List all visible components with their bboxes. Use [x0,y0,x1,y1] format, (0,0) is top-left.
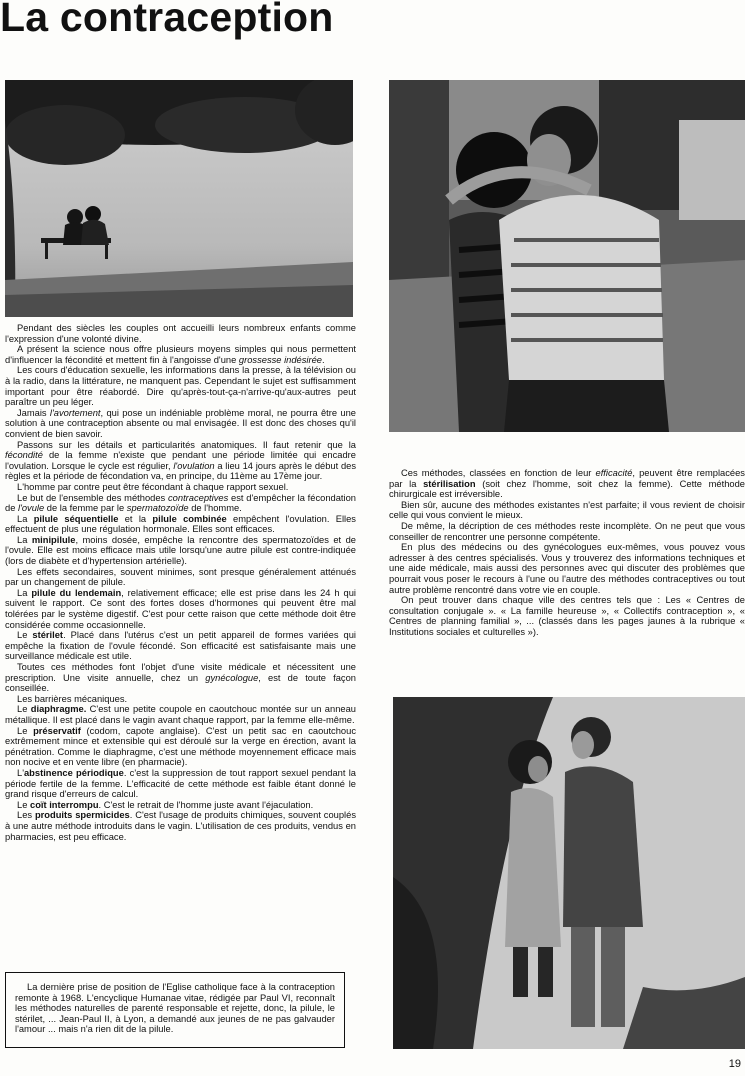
left-column-paragraph [5,704,356,725]
emphasis-term: spermatozoïde [126,503,189,514]
text-run: Le [17,704,31,715]
emphasis-term: grossesse indésirée [238,354,323,365]
left-column-paragraph [5,810,356,842]
emphasis-term: efficacité [595,468,633,478]
method-term: pilule séquentielle [33,513,119,524]
text-run: Le [17,630,33,641]
church-position-box [5,972,345,1048]
text-run: De même, la décription de ces méthodes reste incomplète. On ne peut que vous conseiller de rencontrer une personne compétente. [389,520,745,542]
text-run: empêchent l'ovulation. Elles effectuent de plus une régulation hormonale. Elles sont efficaces. [5,513,356,535]
left-column-paragraph [5,768,356,800]
text-run: (codom, capote anglaise). C'est un petit sac en caoutchouc extrêmement mince et extensible qui est déroulé sur la verge en érection, avant la pénétration. Comme le diaphragme, c'est une méthode moyennement efficace mais non nocive et en vente libre (en pharmacie). [5,725,356,768]
method-term: préservatif [33,725,81,736]
method-term: stérilet [32,630,64,641]
text-run: Le but de l'ensemble des méthodes [17,492,168,503]
text-run: La [17,587,32,598]
right-column-paragraph [389,468,745,500]
text-run: Les effets secondaires, souvent minimes, sont presque généralement atténués par un changement de pilule. [5,566,356,588]
emphasis-term: l'ovule [18,503,45,514]
left-column-paragraph [5,514,356,535]
text-run: de la femme n'existe que pendant une période limitée qui encadre l'ovulation. Lorsque le cycle est régulier, [5,450,356,471]
text-run: , peuvent être remplacées par la [389,468,745,489]
method-term: pilule du lendemain [31,587,122,598]
method-term: minipilule [31,534,76,545]
text-run: A présent la science nous offre plusieurs moyens simples qui nous permettent d'influencer la fécondité et mettent fin à l'angoisse d'une [5,344,356,365]
text-run: En plus des médecins ou des gynécologues eux-mêmes, vous pouvez vous adresser à des centres spécialisés. Vous y trouverez des informations techniques et une aide médicale, mais aussi des personnes avec qui discuter des problèmes que pourrait vous poser le recours à l'une ou l'autre des méthodes contraceptives ou tout autre problème rencontré dans votre vie en couple. [389,542,745,595]
text-run: Jamais [17,407,50,418]
text-run: est d'empêcher la fécondation de [5,492,356,514]
method-term: coït interrompu [30,799,99,810]
text-run: Ces méthodes, classées en fonction de leur [401,468,596,478]
left-column-paragraph [5,567,356,588]
left-column-paragraph [5,344,356,365]
text-run: a lieu 14 jours après le début des règles et la période de fécondation va, en principe, du 11ème au 17ème jour. [5,460,357,482]
photo-couple-bench [5,80,353,317]
left-column-paragraph [5,323,356,344]
page-title: La contraception [0,0,334,40]
text-run: Passons sur les détails et particularités anatomiques. Il faut retenir que la [17,439,356,450]
text-run: , qui pose un indéniable problème moral, ne pourra être une solution à une contraception absente ou mal envisagée. Il est donc des choses qu'il convient de bien savoir. [5,407,356,439]
left-column-paragraph [5,493,356,514]
right-column-paragraph [389,595,745,637]
left-column-paragraph [5,482,356,493]
emphasis-term: l'ovulation [173,460,215,471]
page-number: 19 [728,1058,741,1070]
method-term: produits spermicides [34,810,130,821]
emphasis-term: l'avortement [49,407,101,418]
left-column-paragraph [5,365,356,407]
text-run: . c'est la suppression de tout rapport sexuel pendant la période fertile de la femme. L'efficacité de cette méthode est faible étant donné le grand risque d'erreurs de calcul. [5,767,356,800]
right-column-paragraph [389,521,745,542]
left-column-paragraph [5,408,356,440]
text-run: La [17,534,32,545]
text-run: Toutes ces méthodes font l'objet d'une visite médicale et nécessitent une prescription. Une visite annuelle, chez un [5,662,356,683]
text-run: de l'homme. [188,503,242,514]
text-run: L'homme par contre peut être fécondant à chaque rapport sexuel. [17,481,289,492]
right-column-text [389,468,745,638]
emphasis-term: gynécologue [205,672,259,683]
emphasis-term: contraceptives [168,492,229,503]
left-column-paragraph [5,694,356,705]
text-run: . [322,354,325,365]
left-column-paragraph [5,440,356,482]
text-run: et la [118,513,153,524]
text-run: Les [17,810,35,821]
text-run: , est de toute façon conseillée. [5,672,356,694]
text-run: L' [17,767,24,778]
text-run: Les barrières mécaniques. [17,693,128,704]
text-run: On peut trouver dans chaque ville des centres tels que : Les « Centres de consultation conjugale ». « La famille heureuse », « Collectifs contraception », « Centres de planning familial », ... (classés dans les pages jaunes à la rubrique « Institutions sociales et culturelles »). [389,595,745,637]
text-run: , relativement efficace; elle est prise dans les 24 h qui suivent le rapport. Ce sont des fortes doses d'hormones qui peuvent être mal tolérées par le système digestif. C'est pour cette raison que cette méthode doit être considérée comme occasionnelle. [5,587,356,630]
text-run: La [17,513,34,524]
text-run: . C'est l'usage de produits chimiques, souvent couplés à une autre méthode introduits dans le vagin. L'utilisation de ces produits, vendus en pharmacies, est peu efficace. [5,810,356,842]
text-run: (soit chez l'homme, soit chez la femme). Cette méthode chirurgicale est irréversible. [389,478,745,500]
emphasis-term: fécondité [5,450,43,461]
church-position-text: La dernière prise de position de l'Eglise catholique face à la contraception remonte à 1968. L'encyclique Humanae vitae, rédigée par Paul VI, reconnaît les méthodes naturelles de parenté responsable et rejette, donc, la pilule, le stérilet, ... Jean-Paul II, à Lyon, a demandé aux jeunes de ne pas galvauder l'amour ... mais n'a rien dit de la pilule. [15,982,335,1035]
left-column-paragraph [5,726,356,768]
photo-couple-embrace [389,80,745,432]
text-run: Pendant des siècles les couples ont accueilli leurs nombreux enfants comme l'expression d'une volonté divine. [5,323,356,344]
text-run: Le [17,725,34,736]
left-column-paragraph [5,588,356,630]
method-term: abstinence périodique [23,767,124,778]
method-term: diaphragme. [30,704,87,715]
text-run: . C'est le retrait de l'homme juste avant l'éjaculation. [98,799,314,810]
left-column-paragraph [5,800,356,811]
text-run: de la femme par le [44,503,127,514]
text-run: C'est une petite coupole en caoutchouc montée sur un anneau métallique. Il est placé dans le vagin avant chaque rapport, par la femme elle-même. [5,704,356,725]
left-column-paragraph [5,662,356,694]
text-run: Les cours d'éducation sexuelle, les informations dans la presse, à la télévision ou à la radio, dans la littérature, ne manquent pas. Cependant le sujet est suffisamment important pour être réabordé. Dire qu'après-tout-ça-n'arrive-qu'aux-autres peut paraître un peu léger. [5,365,356,408]
text-run: , moins dosée, empêche la rencontre des spermatozoïdes et de l'ovule. Elle est moins efficace mais utile lorsqu'une autre pilule est contre-indiquée (lors de diabète et d'hypertension artérielle). [5,534,356,567]
right-column-paragraph [389,500,745,521]
text-run: Le [17,799,30,810]
right-column-paragraph [389,542,745,595]
text-run: Bien sûr, aucune des méthodes existantes n'est parfaite; il vous revient de choisir celle qui vous convient le mieux. [389,499,745,521]
method-term: stérilisation [423,478,476,489]
left-column-paragraph [5,535,356,567]
left-column-text [5,323,356,842]
method-term: pilule combinée [152,513,227,524]
text-run: . Placé dans l'utérus c'est un petit appareil de formes variées qui empêche la fixation de l'ovule fécondé. Son efficacité est satisfaisante mais une surveillance médicale est utile. [5,630,356,662]
left-column-paragraph [5,630,356,662]
photo-couple-lake [393,697,745,1049]
